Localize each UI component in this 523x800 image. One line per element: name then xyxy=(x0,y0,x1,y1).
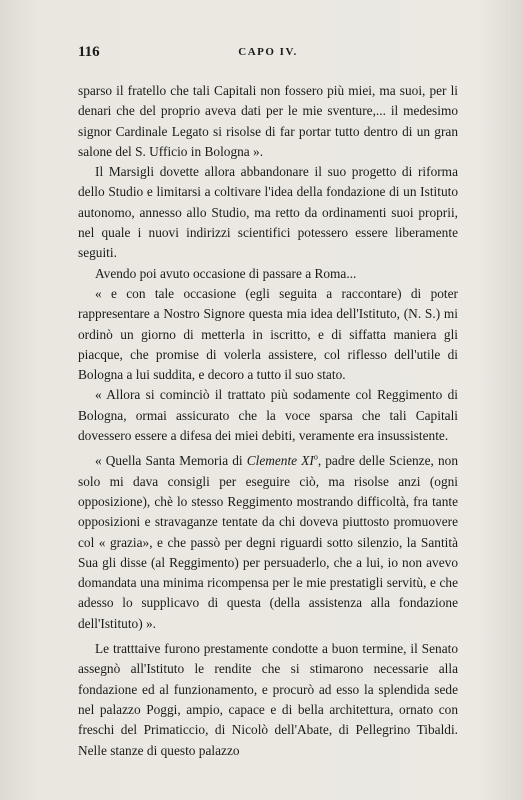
running-head: CAPO IV. xyxy=(238,46,298,58)
paragraph-trattative: Le tratttaive furono prestamente condotte a buon termine, il Senato assegnò all'Istituto le rendite che si stimarono necessarie alla fondazione ed al funzionamento, e procurò ad esso la splendida sede nel palazzo Poggi, ampio, capace e di bella architettura, ornato con freschi del Primaticcio, di Nicolò dell'Abate, di Pellegrino Tibaldi. Nelle stanze di questo palazzo xyxy=(78,641,458,758)
quote-paragraph-reggimento: « Allora si cominciò il trattato più sodamente col Reggimento di Bologna, ormai assicurato che la voce sparsa che tali Capitali dovessero essere a difesa dei miei debiti, veramente era insussistente. xyxy=(78,387,458,444)
quote-text-before: « Quella Santa Memoria di xyxy=(95,453,247,469)
pope-name: Clemente XI xyxy=(246,453,314,469)
paragraph-roma: Avendo poi avuto occasione di passare a Roma... xyxy=(95,265,357,281)
paragraph-marsigli: Il Marsigli dovette allora abbandonare il suo progetto di riforma dello Studio e limitarsi a coltivare l'idea della fondazione di un Istituto autonomo, annesso allo Studio, ma retto da ordinamenti suoi proprii, nel quale i nuovi indirizzi scientifici potessero essere liberamente seguiti. xyxy=(78,164,458,261)
page-header xyxy=(78,44,458,64)
page-number: 116 xyxy=(78,44,100,60)
body-text xyxy=(78,81,458,761)
quote-text-after: , padre delle Scienze, non solo mi dava consigli per eseguire ciò, ma risolse anzi (ogni opposizione), chè lo stesso Reggimento mostrando difficoltà, fra tante opposizioni e stravaganze tentate da chi doveva piuttosto promuovere col « grazia», e che passò per degni riguardi sotto silenzio, la Santità Sua gli disse (al Reggimento) per persuaderlo, che a lui, io non avevo domandata una minima ricompensa per le mie prestatigli servitù, e che adesso lo supplicavo di questa (della assistenza alla fondazione dell'Istituto) ». xyxy=(78,453,458,631)
quote-paragraph-istituto: « e con tale occasione (egli seguita a raccontare) di poter rappresentare a Nostro Signore questa mia idea dell'Istituto, (N. S.) mi ordinò un giorno di metterla in iscritto, e di siffatta maniera gli piacque, che promise di volerla assistere, col riflesso dell'utile di Bologna a lui suddita, e decoro a tutto il suo stato. xyxy=(78,285,458,383)
quote-paragraph-clemente xyxy=(78,451,458,634)
paragraph-continuation: sparso il fratello che tali Capitali non fossero più miei, ma suoi, per li denari che del proprio aveva dati per le mie sventure,... il medesimo signor Cardinale Legato si risolse di far portar tutto dentro di un gran salone del S. Ufficio in Bologna ». xyxy=(78,83,458,159)
pope-name-superscript: o xyxy=(313,452,318,462)
